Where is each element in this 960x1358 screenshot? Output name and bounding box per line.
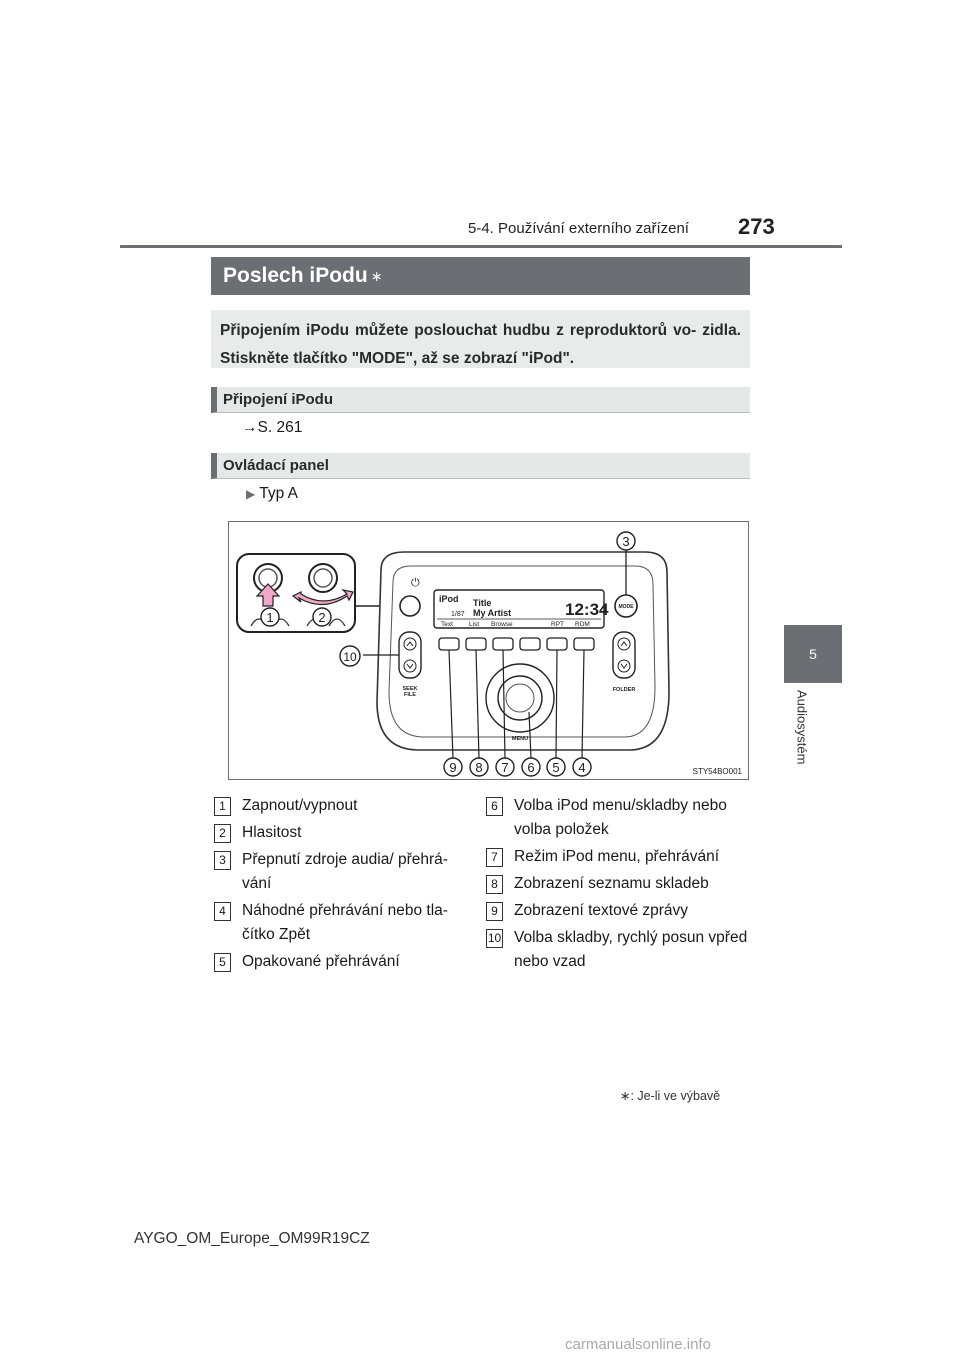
control-panel-illustration bbox=[229, 522, 748, 779]
legend-number: 7 bbox=[486, 848, 503, 867]
display-source: iPod bbox=[439, 594, 459, 604]
page-title-text: Poslech iPodu bbox=[223, 264, 368, 287]
callout-1-label: 1 bbox=[266, 610, 274, 625]
display-clock: 12:34 bbox=[565, 600, 609, 619]
page-title bbox=[211, 257, 750, 295]
legend-item bbox=[214, 821, 469, 845]
optional-mark: ∗ bbox=[370, 267, 383, 284]
legend-left bbox=[214, 794, 469, 977]
legend-number: 4 bbox=[214, 902, 231, 921]
legend-text: Zobrazení seznamu skladeb bbox=[514, 875, 709, 892]
legend-item bbox=[486, 872, 748, 896]
legend-number: 9 bbox=[486, 902, 503, 921]
variant-text: Typ A bbox=[259, 485, 299, 502]
legend-item bbox=[214, 899, 469, 947]
preset-button-4 bbox=[520, 638, 540, 650]
footnote: ∗: Je-li ve výbavě bbox=[620, 1089, 721, 1103]
display-tab-rpt: RPT bbox=[551, 621, 564, 628]
legend-number: 10 bbox=[486, 929, 503, 948]
callout-7-label: 7 bbox=[501, 760, 509, 775]
legend-item bbox=[214, 848, 469, 896]
subheading-connect: Připojení iPodu bbox=[211, 387, 750, 413]
preset-button-rdm bbox=[574, 638, 594, 650]
callout-6-label: 6 bbox=[527, 760, 535, 775]
callout-9-label: 9 bbox=[449, 760, 457, 775]
display-tab-text: Text bbox=[441, 621, 453, 628]
chapter-tab[interactable] bbox=[784, 625, 842, 683]
display-artist: My Artist bbox=[473, 608, 512, 618]
callout-5-label: 5 bbox=[552, 760, 560, 775]
display-title: Title bbox=[473, 598, 492, 608]
page-number: 273 bbox=[738, 214, 775, 239]
variant-label bbox=[246, 485, 298, 503]
preset-button-rpt bbox=[547, 638, 567, 650]
preset-button-browse bbox=[493, 638, 513, 650]
power-symbol-icon: ⏻ bbox=[411, 577, 420, 589]
legend-text: Náhodné přehrávání nebo tla- čítko Zpět bbox=[242, 902, 448, 943]
legend-number: 2 bbox=[214, 824, 231, 843]
figure-code: STY54BO001 bbox=[692, 767, 742, 776]
control-panel-figure bbox=[228, 521, 749, 780]
legend-item bbox=[486, 899, 748, 923]
legend-right bbox=[486, 794, 748, 977]
seek-label: SEEK bbox=[402, 686, 418, 692]
legend-number: 8 bbox=[486, 875, 503, 894]
file-label: FILE bbox=[404, 692, 416, 698]
intro-box: Připojením iPodu můžete poslouchat hudbu z reproduktorů vo- zidla. Stiskněte tlačítko "MODE", až se zobrazí "iPod". bbox=[211, 310, 750, 368]
display-tab-list: List bbox=[469, 621, 480, 628]
preset-button-text bbox=[439, 638, 459, 650]
legend-item bbox=[486, 794, 748, 842]
chapter-label: Audiosystém bbox=[794, 690, 810, 765]
legend-text: Zapnout/vypnout bbox=[242, 797, 358, 814]
legend-item bbox=[214, 950, 469, 974]
legend-text: Hlasitost bbox=[242, 824, 302, 841]
legend-item bbox=[486, 926, 748, 974]
chapter-number: 5 bbox=[809, 646, 817, 662]
preset-button-list bbox=[466, 638, 486, 650]
legend-text: Volba skladby, rychlý posun vpřed nebo vzad bbox=[514, 929, 748, 970]
legend-item bbox=[486, 845, 748, 869]
legend-item bbox=[214, 794, 469, 818]
callout-8-label: 8 bbox=[475, 760, 483, 775]
legend-number: 5 bbox=[214, 953, 231, 972]
legend-text: Volba iPod menu/skladby nebo volba položek bbox=[514, 797, 727, 838]
watermark: carmanualsonline.info bbox=[565, 1336, 711, 1353]
callout-3-label: 3 bbox=[622, 534, 630, 549]
callout-2-label: 2 bbox=[318, 610, 326, 625]
legend-text: Přepnutí zdroje audia/ přehrá- vání bbox=[242, 851, 448, 892]
section-path: 5-4. Používání externího zařízení bbox=[468, 220, 689, 237]
display-tab-rdm: RDM bbox=[575, 621, 590, 628]
legend-number: 3 bbox=[214, 851, 231, 870]
legend-number: 6 bbox=[486, 797, 503, 816]
folder-label: FOLDER bbox=[612, 687, 636, 693]
header-rule bbox=[120, 245, 842, 248]
legend-text: Režim iPod menu, přehrávání bbox=[514, 848, 720, 865]
legend-text: Opakované přehrávání bbox=[242, 953, 400, 970]
triangle-icon: ▶ bbox=[246, 487, 256, 501]
power-button bbox=[400, 596, 420, 616]
legend-number: 1 bbox=[214, 797, 231, 816]
menu-label: MENU bbox=[511, 736, 529, 742]
callout-4-label: 4 bbox=[578, 760, 586, 775]
legend-text: Zobrazení textové zprávy bbox=[514, 902, 689, 919]
subheading-panel: Ovládací panel bbox=[211, 453, 750, 479]
document-id: AYGO_OM_Europe_OM99R19CZ bbox=[134, 1230, 370, 1247]
mode-label: MODE bbox=[618, 604, 634, 610]
display-tab-browse: Browse bbox=[491, 621, 513, 628]
display-track-count: 1/87 bbox=[451, 611, 465, 618]
callout-10-label: 10 bbox=[343, 650, 357, 664]
page-reference[interactable]: →S. 261 bbox=[242, 419, 303, 436]
